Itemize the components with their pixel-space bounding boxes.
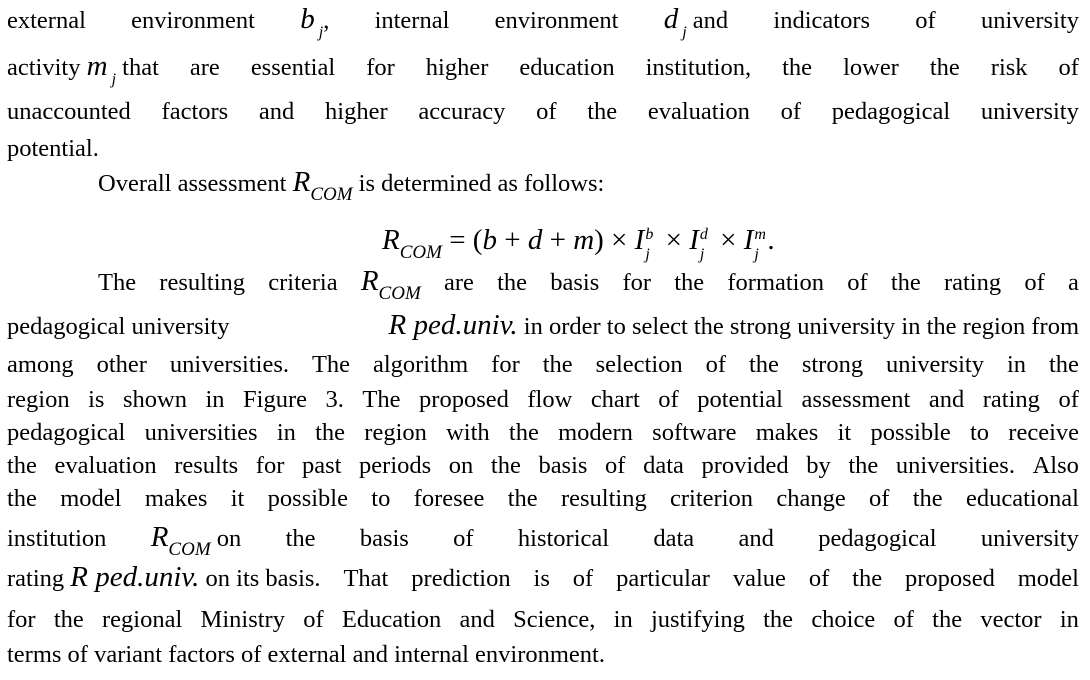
word: periods (359, 452, 432, 479)
paragraph-line (7, 4, 1079, 48)
paragraph-line (7, 385, 1079, 415)
word: $R_{COM}$ on (150, 521, 242, 560)
word: particular (616, 565, 710, 592)
word: prediction (411, 565, 511, 592)
word: the (542, 351, 573, 378)
paragraph-line: potential. (7, 135, 99, 162)
word: of (1058, 386, 1079, 413)
word: the (852, 565, 883, 592)
word: the (587, 98, 618, 125)
paragraph-line (7, 605, 1079, 635)
word: in (1006, 351, 1026, 378)
word: for (366, 54, 395, 81)
word: evaluation (647, 98, 750, 125)
word: the (497, 269, 528, 296)
word: of (536, 98, 557, 125)
word: educational (966, 485, 1079, 512)
word: of (658, 386, 679, 413)
paragraph-line (7, 97, 1079, 127)
word: the (848, 452, 879, 479)
word: criterion (670, 485, 754, 512)
word: higher (425, 54, 489, 81)
word: Also (1032, 452, 1079, 479)
word: pedagogical university (7, 313, 230, 340)
word: historical (517, 525, 610, 552)
word: vector (980, 606, 1042, 633)
word: resulting (560, 485, 647, 512)
word: Figure (243, 386, 308, 413)
word: and (738, 525, 774, 552)
word: is (88, 386, 105, 413)
word: with (446, 419, 490, 446)
word: for (622, 269, 652, 296)
word: on (448, 452, 474, 479)
word: education (519, 54, 615, 81)
word: unaccounted (7, 98, 131, 125)
word: for (255, 452, 285, 479)
word: R ped.univ. in order to select the strong university in the region from (388, 309, 1079, 341)
word: makes (144, 485, 208, 512)
word: of (780, 98, 802, 125)
word: accuracy (418, 98, 506, 125)
word: The (362, 386, 401, 413)
word: evaluation (54, 452, 157, 479)
word: of (605, 452, 626, 479)
word: results (174, 452, 239, 479)
paragraph-line (7, 350, 1079, 380)
word: flow (527, 386, 573, 413)
paragraph-line: terms of variant factors of external and internal environment. (7, 641, 605, 668)
word: The (98, 269, 137, 296)
word: makes (755, 419, 819, 446)
word: environment (494, 7, 619, 34)
word: region (7, 386, 70, 413)
paragraph-line (98, 266, 1079, 309)
word: in (613, 606, 633, 633)
word: Science, (513, 606, 596, 633)
word: the (285, 525, 316, 552)
word: data (653, 525, 695, 552)
word: the (7, 452, 37, 479)
word: model (1017, 565, 1079, 592)
word: activity m $_j$ that (7, 50, 159, 88)
word: university (980, 525, 1079, 552)
word: Ministry (200, 606, 285, 633)
word: pedagogical (818, 525, 937, 552)
word: strong (801, 351, 864, 378)
word: assessment (801, 386, 911, 413)
word: b $_j$, (300, 3, 330, 41)
word: other (96, 351, 147, 378)
word: the (508, 419, 539, 446)
word: in (1059, 606, 1079, 633)
word: change (776, 485, 846, 512)
word: of (303, 606, 324, 633)
word: model (60, 485, 122, 512)
word: value (732, 565, 786, 592)
word: is (533, 565, 550, 592)
word: university (980, 98, 1079, 125)
word: of (893, 606, 914, 633)
word: chart (590, 386, 640, 413)
word: of (1024, 269, 1045, 296)
word: selection (595, 351, 683, 378)
word: proposed (419, 386, 509, 413)
word: for (491, 351, 520, 378)
word: justifying (650, 606, 745, 633)
word: algorithm (372, 351, 469, 378)
word: institution (7, 525, 107, 552)
word: universities (144, 419, 258, 446)
word: to (371, 485, 391, 512)
word: rating R ped.univ. on its basis. (7, 561, 321, 593)
word: among (7, 351, 74, 378)
word: modern (558, 419, 633, 446)
word: of (572, 565, 594, 592)
word: environment (131, 7, 255, 34)
word: and (258, 98, 295, 125)
word: in (205, 386, 225, 413)
paragraph-line: Overall assessment $R_{COM}$ is determined as follows: (98, 166, 605, 205)
word: the (1048, 351, 1079, 378)
word: The (311, 351, 351, 378)
word: and (459, 606, 495, 633)
word: the (890, 269, 921, 296)
word: it (230, 485, 245, 512)
word: universities. (895, 452, 1015, 479)
word: indicators (773, 7, 871, 34)
word: the (53, 606, 84, 633)
word: the (315, 419, 346, 446)
word: pedagogical (7, 419, 126, 446)
word: university (886, 351, 984, 378)
paragraph-line (7, 484, 1079, 514)
word: d $_j$ and (663, 3, 729, 41)
word: shown (122, 386, 187, 413)
paragraph-line (7, 418, 1079, 448)
word: regional (102, 606, 183, 633)
word: higher (325, 98, 388, 125)
word: 3. (325, 386, 344, 413)
word: by (806, 452, 831, 479)
word: are (443, 269, 474, 296)
word: the (912, 485, 943, 512)
word: formation (727, 269, 824, 296)
word: of (869, 485, 890, 512)
word: of (847, 269, 868, 296)
word: basis (538, 452, 588, 479)
word: $R_{COM}$ (360, 265, 421, 304)
paragraph-line (7, 522, 1079, 565)
word: Education (341, 606, 442, 633)
word: factors (161, 98, 229, 125)
word: possible (267, 485, 348, 512)
paragraph-line (7, 310, 1079, 342)
word: proposed (905, 565, 995, 592)
word: basis (359, 525, 409, 552)
word: the (674, 269, 705, 296)
word: pedagogical (831, 98, 951, 125)
word: the (932, 606, 963, 633)
word: in (276, 419, 296, 446)
word: to (969, 419, 990, 446)
word: are (189, 54, 220, 81)
word: resulting (159, 269, 246, 296)
word: of (705, 351, 726, 378)
word: the (490, 452, 521, 479)
word: for (7, 606, 36, 633)
word: the (748, 351, 779, 378)
word: choice (811, 606, 876, 633)
word: a (1067, 269, 1079, 296)
word: software (652, 419, 737, 446)
word: internal (374, 7, 450, 34)
word: risk (990, 54, 1028, 81)
word: institution, (645, 54, 752, 81)
word: of (453, 525, 474, 552)
equation-rcom: $R_{COM} = (b + d + m) \times I$ b j × I d j × I m j . (382, 224, 775, 263)
word: rating (982, 386, 1040, 413)
word: the (929, 54, 960, 81)
word: past (301, 452, 342, 479)
word: the (507, 485, 538, 512)
word: region (364, 419, 427, 446)
word: provided (701, 452, 789, 479)
word: That (343, 565, 389, 592)
word: possible (870, 419, 951, 446)
word: foresee (413, 485, 485, 512)
word: rating (943, 269, 1002, 296)
paragraph-line (7, 51, 1079, 95)
paragraph-line (7, 562, 1079, 594)
word: of (808, 565, 830, 592)
word: external (7, 7, 86, 34)
word: the (7, 485, 37, 512)
word: essential (250, 54, 336, 81)
word: of (1058, 54, 1079, 81)
word: receive (1008, 419, 1079, 446)
word: university (980, 7, 1079, 34)
word: and (928, 386, 965, 413)
word: data (643, 452, 684, 479)
word: lower (843, 54, 899, 81)
word: universities. (169, 351, 289, 378)
paragraph-line (7, 451, 1079, 481)
word: basis (550, 269, 600, 296)
word: of (915, 7, 936, 34)
word: potential (697, 386, 783, 413)
word: the (763, 606, 794, 633)
word: it (837, 419, 852, 446)
word: criteria (268, 269, 338, 296)
word: the (782, 54, 813, 81)
